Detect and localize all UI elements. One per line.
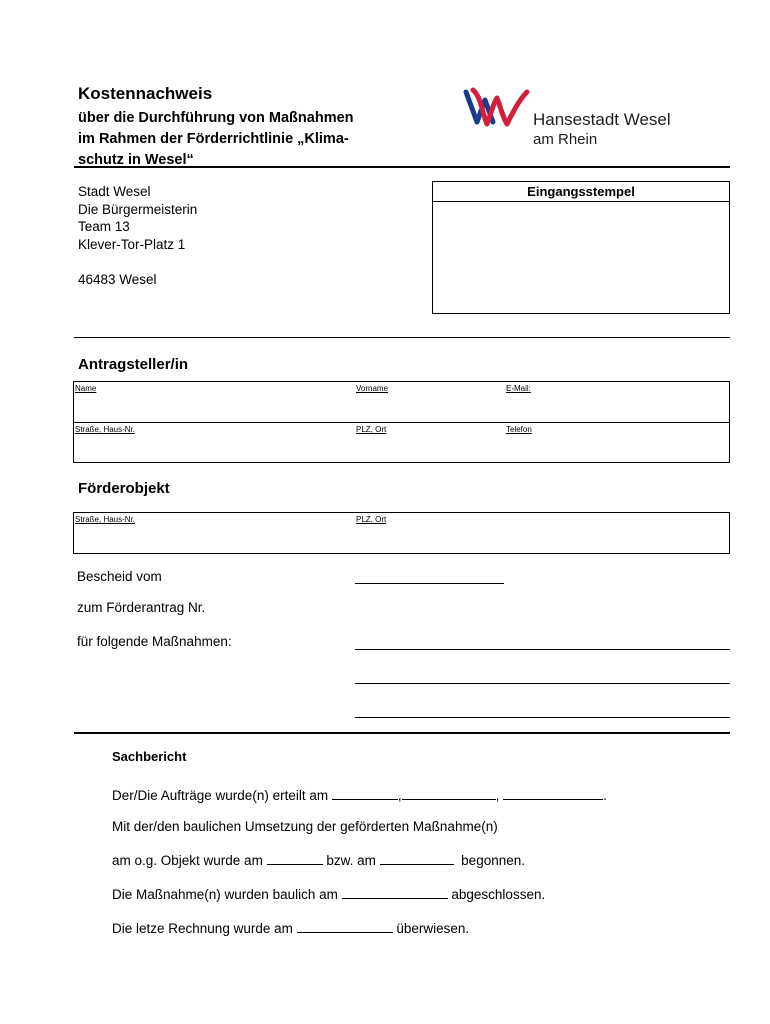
document-subtitle bbox=[78, 108, 428, 171]
completion-text: Die Maßnahme(n) wurden baulich am bbox=[112, 887, 338, 902]
order-date-2-blank[interactable] bbox=[402, 787, 496, 800]
phone-field[interactable]: Telefon bbox=[506, 425, 532, 434]
applicant-row-2 bbox=[74, 422, 729, 462]
subtitle-line: über die Durchführung von Maßnahmen bbox=[78, 110, 354, 126]
orders-text: Der/Die Aufträge wurde(n) erteilt am bbox=[112, 788, 329, 803]
logo-subname: am Rhein bbox=[533, 131, 598, 148]
start-text: am o.g. Objekt wurde am bbox=[112, 853, 263, 868]
document-title: Kostennachweis bbox=[78, 84, 213, 103]
address-line: 46483 Wesel bbox=[78, 271, 157, 287]
report-line-orders bbox=[112, 787, 607, 803]
email-field[interactable]: E-Mail: bbox=[506, 384, 531, 393]
report-heading: Sachbericht bbox=[112, 749, 187, 764]
decision-date-label: Bescheid vom bbox=[77, 569, 162, 584]
address-line: Klever-Tor-Platz 1 bbox=[78, 236, 186, 252]
address-line: Die Bürgermeisterin bbox=[78, 201, 198, 217]
period: . bbox=[603, 788, 607, 803]
report-line-completion bbox=[112, 886, 545, 902]
receipt-stamp-box bbox=[432, 181, 730, 314]
started-text: begonnen. bbox=[461, 853, 525, 868]
report-divider bbox=[74, 732, 730, 734]
recipient-address bbox=[78, 183, 197, 288]
subtitle-line: schutz in Wesel“ bbox=[78, 152, 194, 168]
zip-city-field[interactable]: PLZ, Ort bbox=[356, 425, 387, 434]
measures-line-2[interactable] bbox=[355, 683, 730, 684]
object-street-field[interactable]: Straße, Haus-Nr. bbox=[75, 515, 136, 524]
decision-date-line[interactable] bbox=[355, 583, 504, 584]
address-line: Team 13 bbox=[78, 219, 130, 234]
invoice-text: Die letze Rechnung wurde am bbox=[112, 921, 293, 936]
address-line: Stadt Wesel bbox=[78, 184, 151, 199]
hansestadt-wesel-logo-icon bbox=[463, 86, 533, 132]
object-fields bbox=[73, 512, 730, 554]
first-name-field[interactable]: Vorname bbox=[356, 384, 389, 393]
measures-line-1[interactable] bbox=[355, 649, 730, 650]
completed-text: abgeschlossen. bbox=[451, 887, 546, 902]
separator: , bbox=[495, 788, 500, 803]
report-line-implementation: Mit der/den baulichen Umsetzung der geförderten Maßnahme(n) bbox=[112, 819, 498, 834]
report-line-start bbox=[112, 852, 525, 868]
object-heading: Förderobjekt bbox=[78, 480, 170, 497]
invoice-date-blank[interactable] bbox=[297, 920, 393, 933]
order-date-3-blank[interactable] bbox=[503, 787, 603, 800]
applicant-row-1 bbox=[74, 382, 729, 422]
applicant-heading: Antragsteller/in bbox=[78, 356, 189, 373]
name-field[interactable]: Name bbox=[75, 384, 97, 393]
section-divider bbox=[74, 337, 730, 338]
object-row-1 bbox=[74, 513, 729, 553]
report-line-invoice bbox=[112, 920, 469, 936]
measures-label: für folgende Maßnahmen: bbox=[77, 634, 232, 649]
start-date-blank[interactable] bbox=[267, 852, 323, 865]
completion-date-blank[interactable] bbox=[342, 886, 448, 899]
start-alt-date-blank[interactable] bbox=[380, 852, 454, 865]
object-zip-city-field[interactable]: PLZ, Ort bbox=[356, 515, 387, 524]
header-divider bbox=[74, 166, 730, 168]
logo-name: Hansestadt Wesel bbox=[533, 110, 671, 129]
measures-line-3[interactable] bbox=[355, 717, 730, 718]
order-date-1-blank[interactable] bbox=[332, 787, 398, 800]
subtitle-line: im Rahmen der Förderrichtlinie „Klima- bbox=[78, 131, 349, 147]
street-field[interactable]: Straße, Haus-Nr. bbox=[75, 425, 136, 434]
transferred-text: überwiesen. bbox=[396, 921, 470, 936]
stamp-label: Eingangsstempel bbox=[433, 182, 729, 202]
start-alt-text: bzw. am bbox=[326, 853, 376, 868]
separator: , bbox=[397, 788, 402, 803]
application-number-label: zum Förderantrag Nr. bbox=[77, 600, 206, 615]
applicant-fields bbox=[73, 381, 730, 463]
address-line bbox=[78, 253, 197, 271]
